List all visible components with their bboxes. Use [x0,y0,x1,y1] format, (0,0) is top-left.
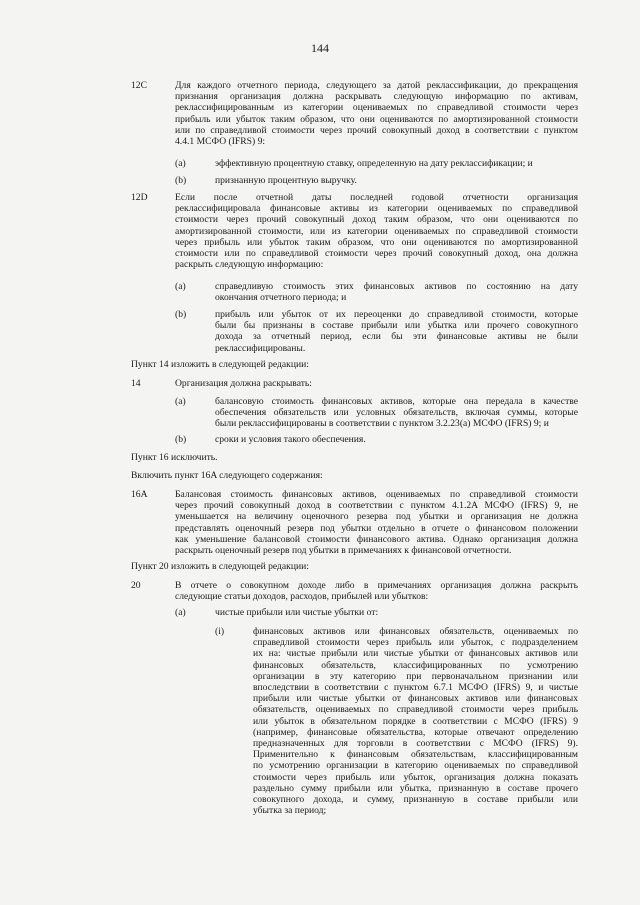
text-line: убытка за период; [253,805,327,817]
text-line: справедливую стоимость этих финансовых активов по состоянию на дату [215,281,578,292]
item-label: (a) [175,396,186,407]
item-text [215,175,578,186]
text-line: эффективную процентную ставку, определенную на дату реклассификации; и [215,158,533,169]
text-line: организации в эту категорию при первоначальном признании или [253,670,578,682]
text-line: финансовых активов или финансовых обязательств, оцениваемых по [253,626,578,637]
text-line: раздельно сумму прибыли или убытка, признанную в составе прочего [253,782,578,794]
paragraph-number: 12C [131,80,147,91]
text-line: представлять оценочный резерв под убытки отдельно в отчете о финансовом положении [175,522,578,534]
item-label: (b) [175,175,187,186]
text-line: реклассифицированы. [215,342,306,354]
amendment-instruction: Включить пункт 16A следующего содержания: [131,470,323,481]
paragraph-number: 14 [131,378,141,389]
text-line: или убыток в обязательном порядке в соответствии с МСФО (IFRS) 9 [253,715,578,727]
text-line: стоимости или по справедливой стоимости через прочий совокупный доход, она должна [175,248,578,260]
item-text [215,396,578,430]
paragraph-20 [175,580,578,602]
text-line: Балансовая стоимость финансовых активов, оцениваемых по справедливой стоимости [175,489,578,500]
text-line: прибыли или чистые убытки от финансовых активов или финансовых [253,693,578,705]
text-line: справедливой стоимости через прибыль или убыток, с подразделением [253,637,578,649]
subitem-label: (i) [215,626,225,637]
item-text [215,434,578,445]
text-line: как уменьшение балансовой стоимости финансового актива. Однако организация должна [175,533,578,545]
text-line: балансовую стоимость финансовых активов, которые она передала в качестве [215,396,578,407]
text-line: стоимости через прибыль или убыток, организация должна показать [253,771,578,783]
item-label: (a) [175,158,186,169]
text-line: по усмотрению организации в категорию оцениваемых по справедливой [253,760,578,772]
item-text [215,309,578,354]
paragraph-number: 12D [131,192,148,203]
text-line: Если после отчетной даты последней годовой отчетности организация [175,192,578,203]
text-line: признанную процентную выручку. [215,175,357,186]
amendment-instruction: Пункт 20 изложить в следующей редакции: [131,561,309,572]
text-line: впоследствии в соответствии с пунктом 6.7.1 МСФО (IFRS) 9, и чистые [253,682,578,694]
text-line: были бы признаны в составе прибыли или убытка или прочего совокупного [215,320,578,332]
item-text: чистые прибыли или чистые убытки от: [215,607,379,618]
text-line: предназначенных для торговли в соответствии с МСФО (IFRS) 9). [253,738,578,750]
amendment-instruction: Пункт 16 исключить. [131,452,218,463]
text-line: окончания отчетного периода; и [215,292,347,304]
item-label: (a) [175,281,186,292]
text-line: были реклассифицированы в соответствии с пунктом 3.2.23(a) МСФО (IFRS) 9; и [215,418,549,430]
text-line: их на: чистые прибыли или чистые убытки от финансовых активов или [253,648,578,660]
text-line: через прибыль или убыток таким образом, что они оцениваются по амортизированной [175,236,578,248]
text-line: сроки и условия такого обеспечения. [215,434,366,445]
item-label: (b) [175,309,187,320]
amendment-instruction: Пункт 14 изложить в следующей редакции: [131,359,309,370]
text-line: амортизированной стоимости, или из категории оцениваемых по справедливой стоимости [175,225,578,237]
paragraph-16a [175,489,578,556]
item-label: (b) [175,434,187,445]
text-line: 4.4.1 МСФО (IFRS) 9: [175,136,266,148]
item-label: (a) [175,607,186,618]
paragraph-12d [175,192,578,270]
text-line: признания организация должна раскрывать следующую информацию по активам, [175,91,578,103]
paragraph-number: 20 [131,580,141,591]
text-line: раскрыть оценочный резерв под убытки в примечаниях к финансовой отчетности. [175,545,512,557]
text-line: следующие статьи доходов, расходов, прибылей или убытков: [175,591,429,603]
page-number: 144 [311,41,329,55]
paragraph-number: 16A [131,489,148,500]
text-line: уменьшается на величину оценочного резерва под убытки и организация не должна [175,511,578,523]
item-text [215,281,578,303]
text-line: обязательств, оцениваемых по справедливой стоимости через прибыль [253,704,578,716]
text-line: или по справедливой стоимости через прочий совокупный доход в соответствии с пунктом [175,124,578,136]
text-line: В отчете о совокупном доходе либо в примечаниях организация должна раскрыть [175,580,578,591]
text-line: прибыль или убыток таким образом, что они оцениваются по амортизированной стоимости [175,113,578,125]
paragraph-12c [175,80,578,147]
subitem-text [253,626,578,816]
text-line: реклассифицированным из категории оцениваемых по справедливой стоимости через [175,102,578,114]
text-line: дохода за отчетный период, если бы эти финансовые активы не были [215,331,578,343]
text-line: стоимости через прочий совокупный доход таким образом, что они оцениваются по [175,214,578,226]
text-line: прибыль или убыток от их переоценки до справедливой стоимости, которые [215,309,578,320]
text-line: через прочий совокупный доход в соответствии с пунктом 4.1.2A МСФО (IFRS) 9, не [175,500,578,512]
text-line: обеспечения обязательств или условных обязательств, включая суммы, которые [215,407,578,419]
text-line: (например, финансовые обязательства, которые отвечают определению [253,726,578,738]
text-line: Применительно к финансовым обязательствам, классифицированным [253,749,578,761]
paragraph-14: Организация должна раскрывать: [175,378,312,389]
item-text [215,158,578,169]
text-line: совокупного дохода, и сумму, признанную в составе прибыли или [253,794,578,806]
text-line: раскрыть следующую информацию: [175,259,324,271]
text-line: финансовых обязательств, классифицированных по усмотрению [253,659,578,671]
text-line: реклассифицировала финансовые активы из категории оцениваемых по справедливой [175,203,578,215]
text-line: Для каждого отчетного периода, следующего за датой реклассификации, до прекращения [175,80,578,91]
